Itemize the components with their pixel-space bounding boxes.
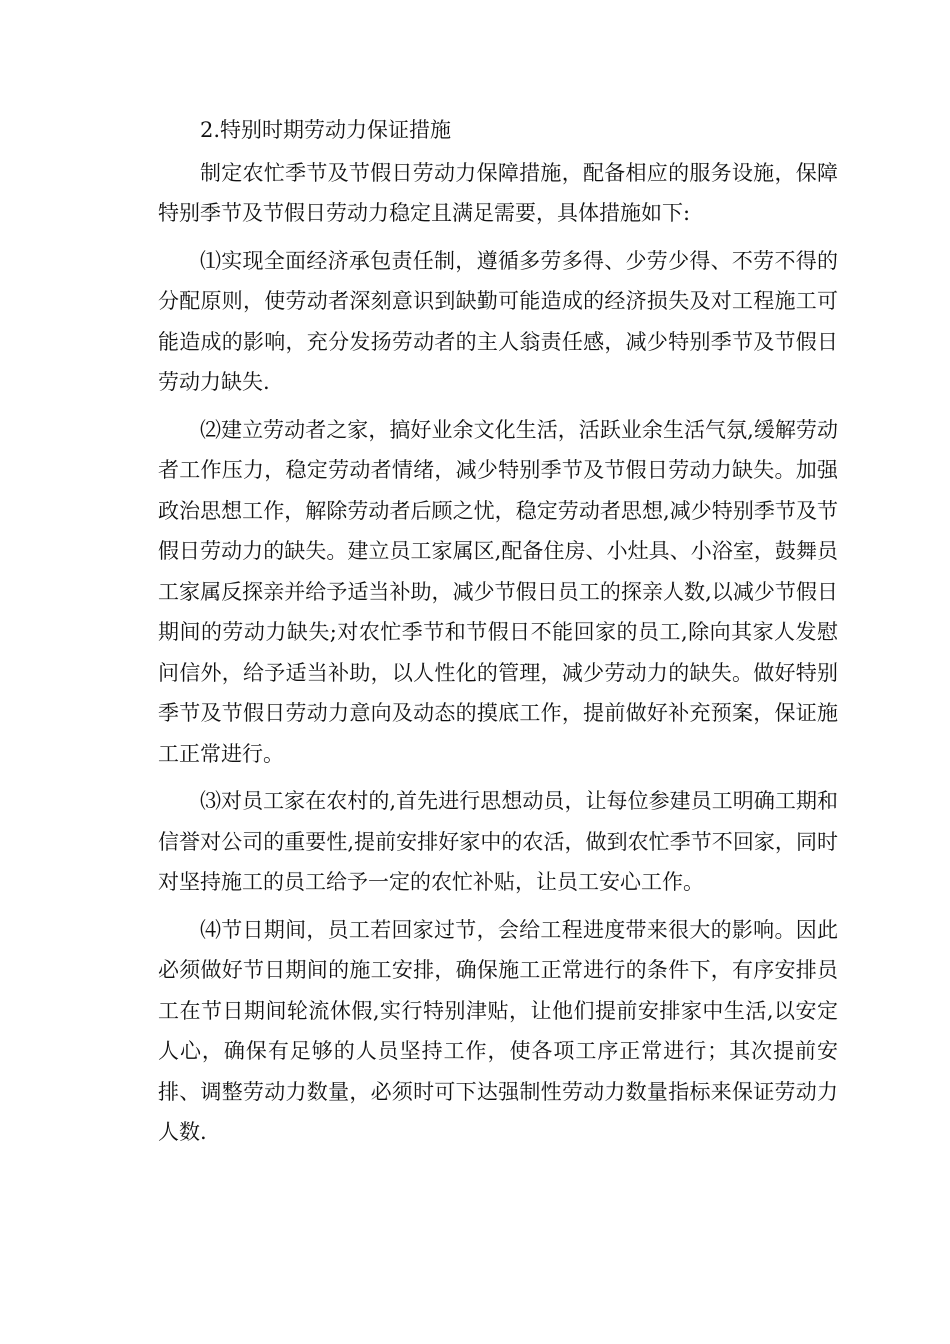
paragraph-measure-1: ⑴实现全面经济承包责任制，遵循多劳多得、少劳少得、不劳不得的分配原则，使劳动者深刻意识到缺勤可能造成的经济损失及对工程施工可能造成的影响，充分发扬劳动者的主人翁责任感，减少特别季节及节假日劳动力缺失.	[158, 248, 838, 394]
document-body	[158, 110, 838, 1160]
section-heading: 2.特别时期劳动力保证措施	[200, 118, 452, 142]
paragraph-measure-2: ⑵建立劳动者之家，搞好业余文化生活，活跃业余生活气氛,缓解劳动者工作压力，稳定劳动者情绪，减少特别季节及节假日劳动力缺失。加强政治思想工作，解除劳动者后顾之忧，稳定劳动者思想,减少特别季节及节假日劳动力的缺失。建立员工家属区,配备住房、小灶具、小浴室，鼓舞员工家属反探亲并给予适当补助，减少节假日员工的探亲人数,以减少节假日期间的劳动力缺失;对农忙季节和节假日不能回家的员工,除向其家人发慰问信外，给予适当补助，以人性化的管理，减少劳动力的缺失。做好特别季节及节假日劳动力意向及动态的摸底工作，提前做好补充预案，保证施工正常进行。	[158, 417, 838, 766]
paragraph-measure-4: ⑷节日期间，员工若回家过节，会给工程进度带来很大的影响。因此必须做好节日期间的施工安排，确保施工正常进行的条件下，有序安排员工在节日期间轮流休假,实行特别津贴，让他们提前安排家中生活,以安定人心，确保有足够的人员坚持工作，使各项工序正常进行；其次提前安排、调整劳动力数量，必须时可下达强制性劳动力数量指标来保证劳动力人数.	[158, 917, 838, 1144]
paragraph-intro: 制定农忙季节及节假日劳动力保障措施，配备相应的服务设施，保障特别季节及节假日劳动力稳定且满足需要，具体措施如下:	[158, 160, 838, 225]
paragraph-measure-3: ⑶对员工家在农村的,首先进行思想动员，让每位参建员工明确工期和信誉对公司的重要性,提前安排好家中的农活，做到农忙季节不回家，同时对坚持施工的员工给予一定的农忙补贴，让员工安心工作。	[158, 789, 838, 894]
